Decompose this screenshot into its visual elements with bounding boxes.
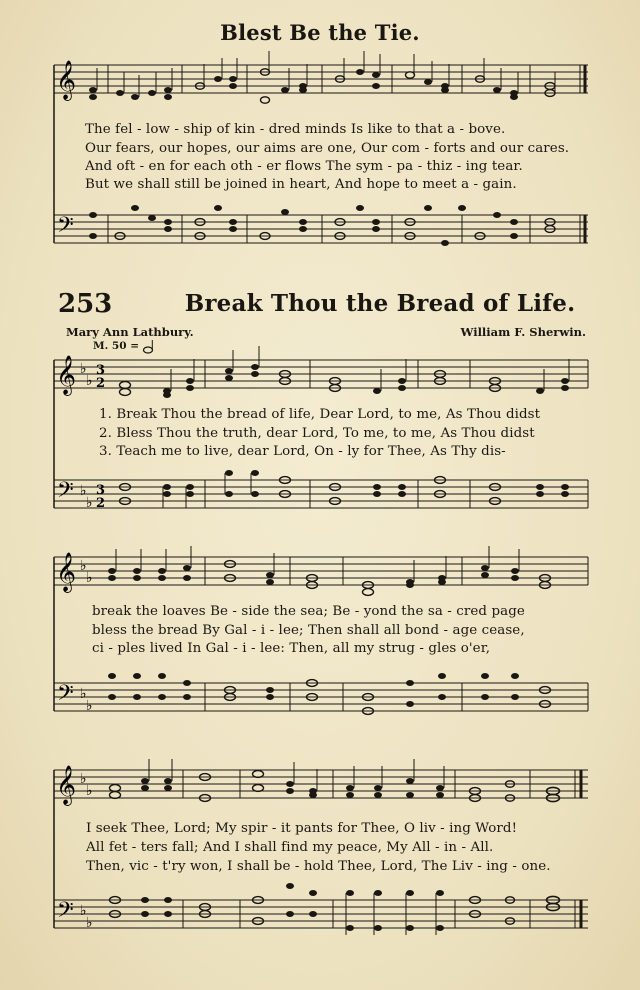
flat-sign-icon: ♭ xyxy=(86,373,93,389)
hymn1-verse-3: And oft - en for each oth - er flows The sym - pa - thiz - ing tear. xyxy=(85,159,523,174)
hymn1-verse-2: Our fears, our hopes, our aims are one, Our com - forts and our cares. xyxy=(85,141,570,156)
hymn2-s2-verse-1: break the loaves Be - side the sea; Be - yond the sa - cred page xyxy=(92,604,525,619)
flat-sign-icon: ♭ xyxy=(80,903,87,919)
flat-sign-icon: ♭ xyxy=(80,361,87,377)
hymn1-verse-1: The fel - low - ship of kin - dred minds Is like to that a - bove. xyxy=(85,122,506,137)
treble-clef-icon: 𝄞 xyxy=(56,765,77,805)
treble-clef-icon: 𝄞 xyxy=(56,355,77,395)
flat-sign-icon: ♭ xyxy=(86,495,93,511)
treble-clef-icon: 𝄞 xyxy=(56,60,77,100)
tempo-marking: M. 50 = xyxy=(93,340,139,352)
hymn-title-blest-be-the-tie: Blest Be the Tie. xyxy=(220,20,420,45)
hymn1-verse-4: But we shall still be joined in heart, And hope to meet a - gain. xyxy=(85,177,517,192)
flat-sign-icon: ♭ xyxy=(86,698,93,714)
time-signature-3: 3 xyxy=(96,483,106,498)
hymn2-s3-verse-2: All fet - ters fall; And I shall find my peace, My All - in - All. xyxy=(86,840,494,855)
time-signature-2: 2 xyxy=(96,376,106,391)
hymn2-s3-verse-3: Then, vic - t'ry won, I shall be - hold Thee, Lord, The Liv - ing - one. xyxy=(86,859,551,874)
flat-sign-icon: ♭ xyxy=(86,915,93,931)
bass-clef-icon: 𝄢 xyxy=(57,478,74,508)
treble-clef-icon: 𝄞 xyxy=(56,552,77,592)
bass-clef-icon: 𝄢 xyxy=(57,898,74,928)
time-signature-3: 3 xyxy=(96,363,106,378)
hymn2-s3-verse-1: I seek Thee, Lord; My spir - it pants for Thee, O liv - ing Word! xyxy=(86,821,518,836)
bass-clef-icon: 𝄢 xyxy=(57,213,74,243)
flat-sign-icon: ♭ xyxy=(86,570,93,586)
half-note-icon xyxy=(141,340,161,356)
hymn2-s2-verse-3: ci - ples lived In Gal - i - lee: Then, all my strug - gles o'er, xyxy=(92,641,491,656)
bass-clef-icon: 𝄢 xyxy=(57,681,74,711)
hymn-number: 253 xyxy=(58,289,113,319)
time-signature-2: 2 xyxy=(96,496,106,511)
hymn-title-break-thou-the-bread: Break Thou the Bread of Life. xyxy=(184,290,576,317)
flat-sign-icon: ♭ xyxy=(86,783,93,799)
flat-sign-icon: ♭ xyxy=(80,483,87,499)
composer-credit: William F. Sherwin. xyxy=(460,325,586,339)
flat-sign-icon: ♭ xyxy=(80,686,87,702)
hymn2-s1-verse-2: 2. Bless Thou the truth, dear Lord, To me, to me, As Thou didst xyxy=(99,426,535,441)
lyricist-credit: Mary Ann Lathbury. xyxy=(66,325,194,339)
hymn2-s1-verse-1: 1. Break Thou the bread of life, Dear Lord, to me, As Thou didst xyxy=(99,407,541,422)
hymn2-s1-verse-3: 3. Teach me to live, dear Lord, On - ly for Thee, As Thy dis- xyxy=(99,444,506,459)
flat-sign-icon: ♭ xyxy=(80,771,87,787)
flat-sign-icon: ♭ xyxy=(80,558,87,574)
hymn2-s2-verse-2: bless the bread By Gal - i - lee; Then shall all bond - age cease, xyxy=(92,623,525,638)
